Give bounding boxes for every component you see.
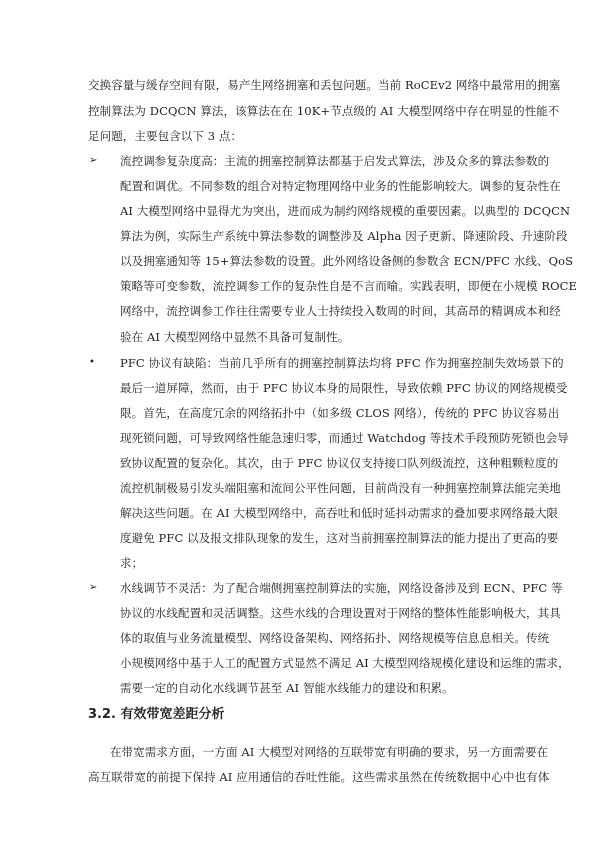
bullet-line: 验在 AI 大模型网络中显然不具备可复制性。	[120, 330, 350, 344]
arrow-bullet-icon: ➢	[89, 582, 98, 593]
arrow-bullet-icon: ➢	[89, 155, 98, 166]
bullet-line: 协议的水线配置和灵活调整。这些水线的合理设置对于网络的整体性能影响极大，其具	[120, 606, 561, 620]
bullet-line: 算法为例，实际生产系统中算法参数的调整涉及 Alpha 因子更新、降速阶段、升速阶段	[120, 229, 568, 243]
bullet-line: 流控机制极易引发头端阻塞和流间公平性问题，目前尚没有一种拥塞控制算法能完美地	[120, 481, 561, 495]
bullet-line: 最后一道屏障，然而，由于 PFC 协议本身的局限性，导致依赖 PFC 协议的网络规模受	[120, 381, 568, 395]
bullet-line: 配置和调优。不同参数的组合对特定物理网络中业务的性能影响较大。调参的复杂性在	[120, 179, 561, 193]
bullet-line: 解决这些问题。在 AI 大模型网络中，高吞吐和低时延抖动需求的叠加要求网络最大限	[120, 506, 559, 520]
bullet-line: AI 大模型网络中显得尤为突出，进而成为制约网络规模的重要因素。以典型的 DCQCN	[120, 204, 571, 218]
bullet-line: 网络中，流控调参工作往往需要专业人士持续投入数周的时间，其高昂的精调成本和经	[120, 304, 561, 318]
paragraph-line: 高互联带宽的前提下保持 AI 应用通信的吞吐性能。这些需求虽然在传统数据中心中也有体	[88, 770, 550, 784]
bullet-line: 求；	[120, 556, 144, 570]
intro-line: 交换容量与缓存空间有限，易产生网络拥塞和丢包问题。当前 RoCEv2 网络中最常用的拥塞	[88, 78, 561, 92]
paragraph-line: 在带宽需求方面，一方面 AI 大模型对网络的互联带宽有明确的要求，另一方面需要在	[110, 745, 549, 759]
bullet-line: PFC 协议有缺陷：当前几乎所有的拥塞控制算法均将 PFC 作为拥塞控制失效场景下的	[120, 356, 564, 370]
bullet-line: 需要一定的自动化水线调节甚至 AI 智能水线能力的建设和积累。	[120, 681, 454, 695]
bullet-line: 水线调节不灵活：为了配合端侧拥塞控制算法的实施，网络设备涉及到 ECN、PFC 等	[120, 581, 563, 595]
bullet-line: 小规模网络中基于人工的配置方式显然不满足 AI 大模型网络规模化建设和运维的需求，	[120, 656, 570, 670]
bullet-line: 现死锁问题，可导致网络性能急速归零，而通过 Watchdog 等技术手段预防死锁也会导	[120, 431, 569, 445]
dot-bullet-icon: •	[89, 357, 95, 368]
intro-line: 控制算法为 DCQCN 算法，该算法在在 10K+节点级的 AI 大模型网络中存在明显的性能不	[88, 104, 560, 118]
intro-line: 足问题，主要包含以下 3 点：	[88, 129, 243, 143]
section-heading: 3.2. 有效带宽差距分析	[88, 707, 225, 722]
bullet-line: 度避免 PFC 以及报文排队现象的发生，这对当前拥塞控制算法的能力提出了更高的要	[120, 531, 559, 545]
bullet-line: 限。首先，在高度冗余的网络拓扑中（如多级 CLOS 网络），传统的 PFC 协议容易出	[120, 406, 560, 420]
bullet-line: 流控调参复杂度高：主流的拥塞控制算法都基于启发式算法，涉及众多的算法参数的	[120, 154, 550, 168]
bullet-line: 致协议配置的复杂化。其次，由于 PFC 协议仅支持接口队列级流控，这种粗颗粒度的	[120, 456, 559, 470]
bullet-line: 策略等可变参数，流控调参工作的复杂性自是不言而喻。实践表明，即便在小规模 ROCE	[120, 279, 578, 293]
bullet-line: 以及拥塞通知等 15+算法参数的设置。此外网络设备侧的参数含 ECN/PFC 水线、QoS	[120, 254, 574, 268]
bullet-line: 体的取值与业务流量模型、网络设备架构、网络拓扑、网络规模等信息息相关。传统	[120, 631, 550, 645]
